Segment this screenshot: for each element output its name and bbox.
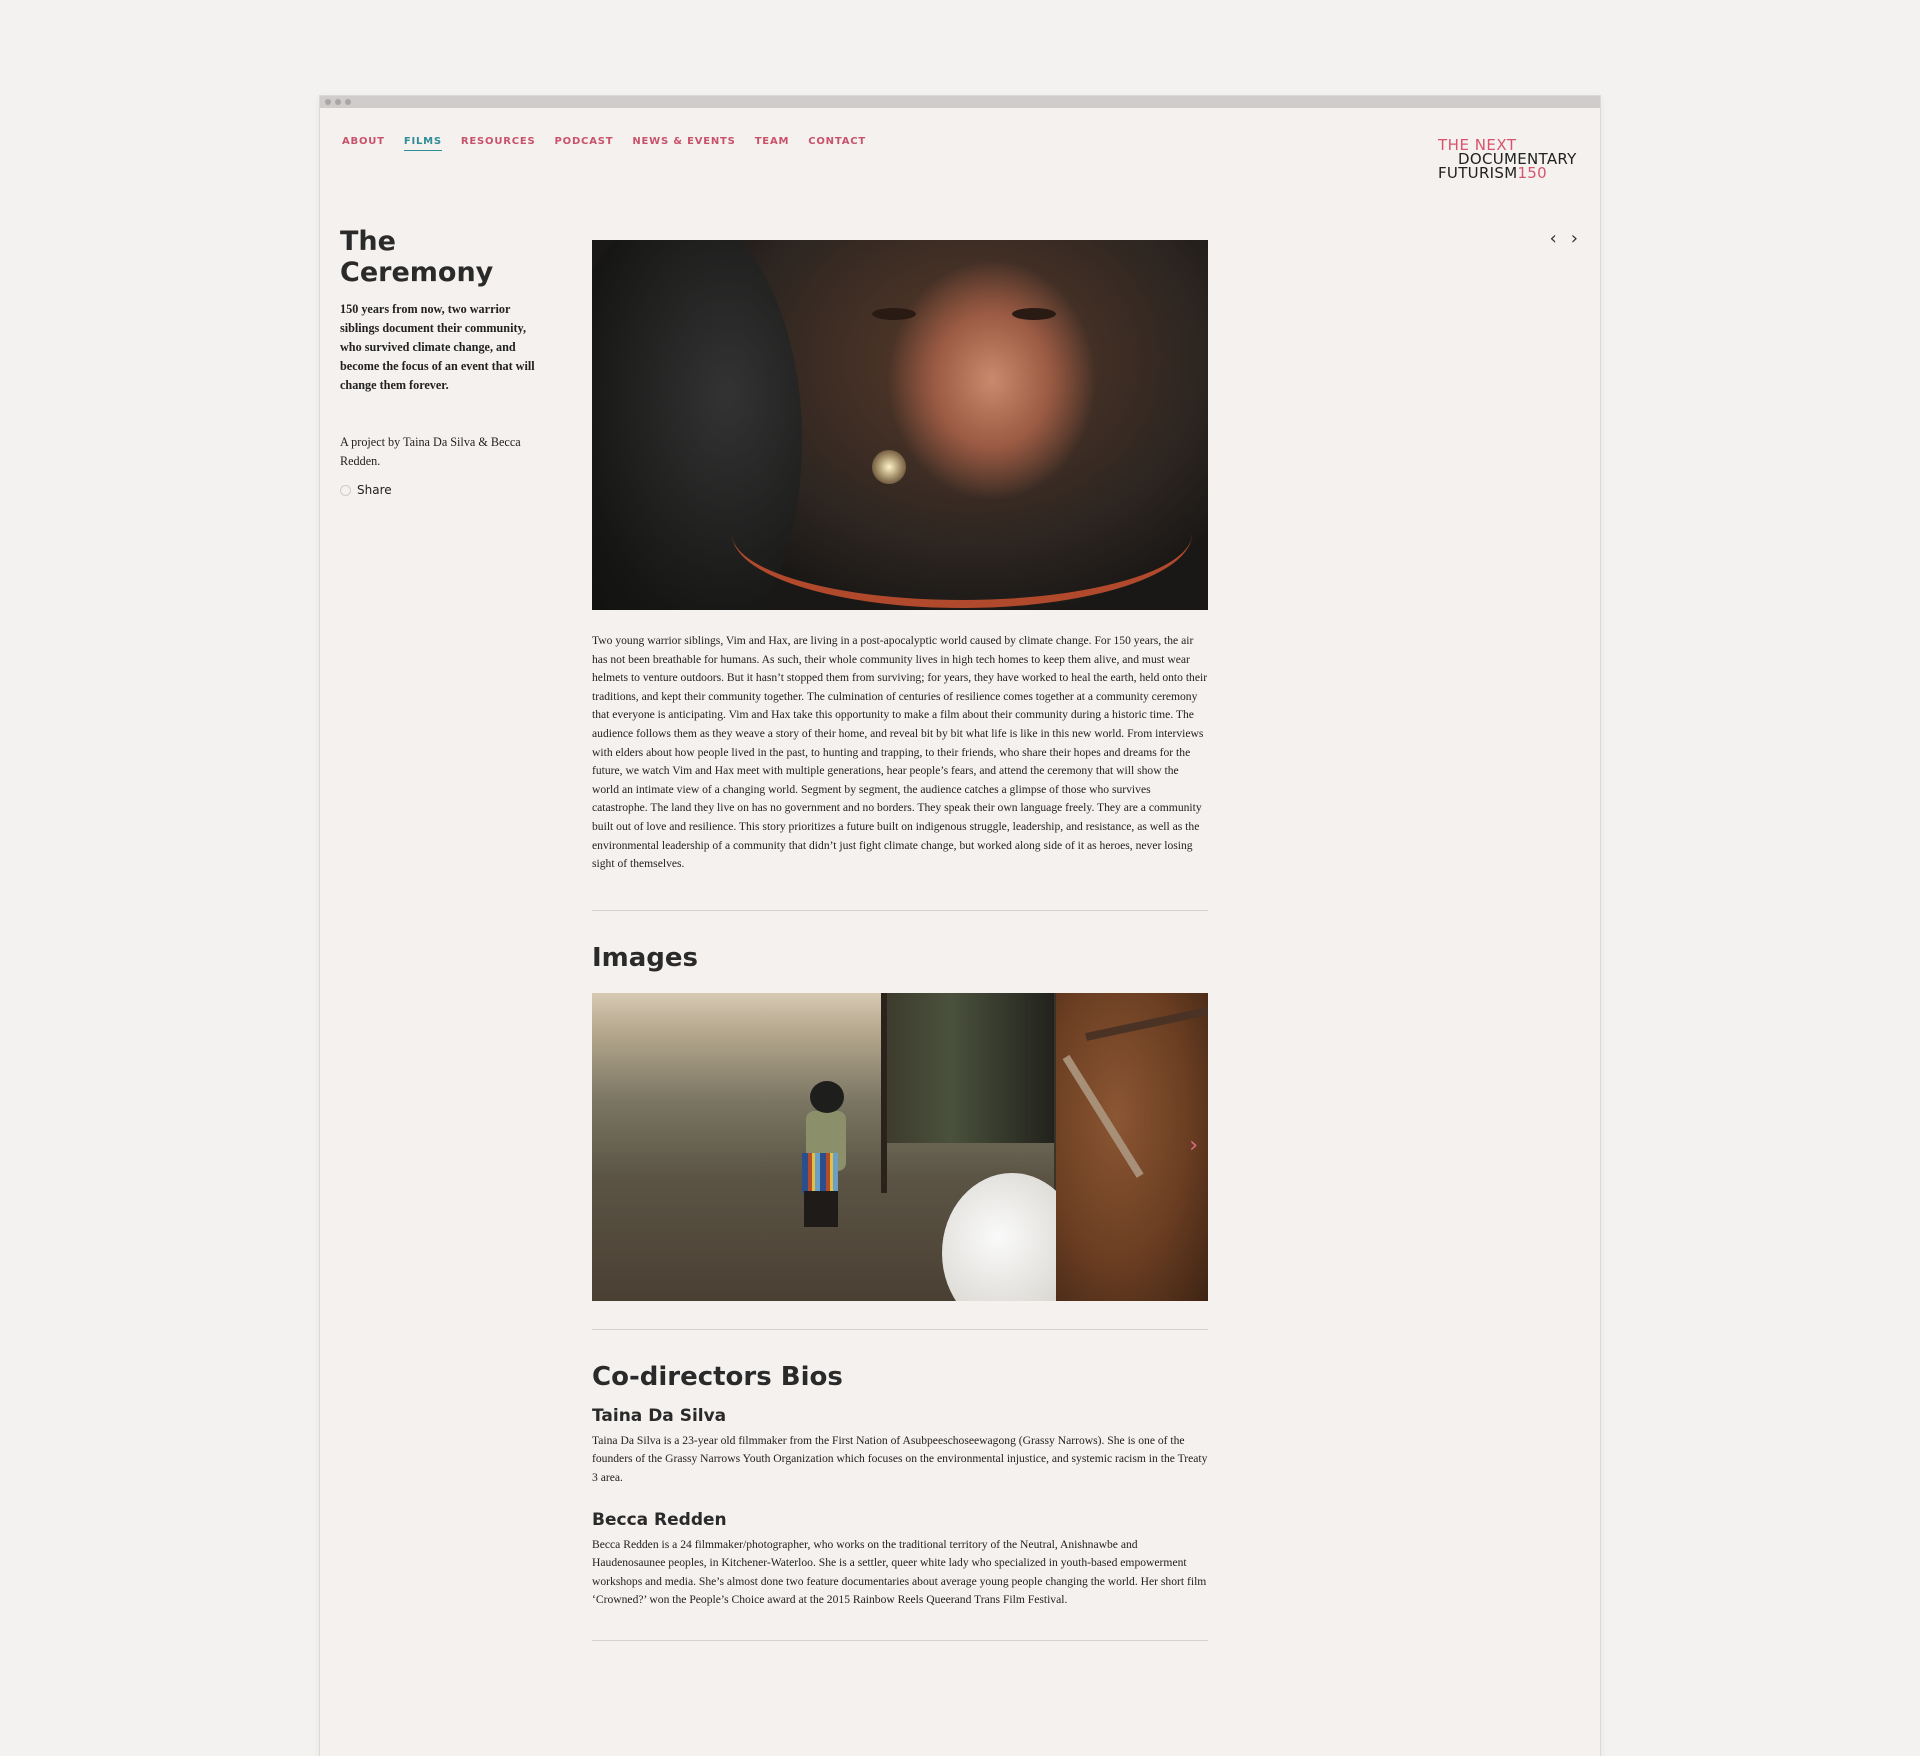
trees-shape [882,993,1054,1143]
carousel-image[interactable] [592,993,1054,1301]
film-pager [1550,230,1578,248]
divider [592,1329,1208,1330]
nav-item-podcast[interactable]: PODCAST [554,136,614,147]
share-button[interactable] [340,483,550,497]
divider [592,1640,1208,1641]
hero-eye-shape [1012,308,1056,320]
person-helmet-shape [810,1081,844,1113]
chevron-right-icon[interactable]: › [1570,228,1578,249]
film-byline: A project by Taina Da Silva & Becca Redden. [340,435,521,468]
nav-item-films[interactable]: FILMS [404,136,442,151]
main-nav [342,136,885,151]
stick-shape [1063,1055,1144,1178]
logo-futurism: FUTURISM [1438,164,1518,182]
image-carousel[interactable] [592,993,1208,1301]
nav-item-resources[interactable]: RESOURCES [460,136,536,147]
person-skirt-shape [802,1153,838,1193]
nav-item-about[interactable]: ABOUT [342,136,385,147]
film-tagline: 150 years from now, two warrior siblings document their community, who survived climate change, and become the focus of an event that will change them forever. [340,302,535,392]
site-logo[interactable] [1438,136,1578,182]
divider [592,910,1208,911]
post-shape [881,993,887,1193]
stick-shape [1085,1004,1208,1041]
carousel-image[interactable] [1056,993,1208,1301]
nav-item-contact[interactable]: CONTACT [808,136,866,147]
nav-item-news-events[interactable]: NEWS & EVENTS [632,136,736,147]
share-icon [340,485,351,496]
nav-item-team[interactable]: TEAM [754,136,790,147]
hero-visor-shape [732,460,1192,608]
window-dot[interactable] [335,99,341,105]
logo-line-1: THE NEXT [1438,136,1517,154]
film-description: Two young warrior siblings, Vim and Hax, are living in a post-apocalyptic world caused by climate change. For 150 years, the air has not been breathable for humans. As such, their whole community lives in high tech homes to keep them alive, and must wear helmets to venture outdoors. But it hasn’t stopped them from surviving; for years, they have worked to heal the earth, held onto their traditions, and kept their community together. The culmination of centuries of resilience comes together at a community ceremony that everyone is anticipating. Vim and Hax take this opportunity to make a film about their community during a historic time. The audience follows them as they weave a story of their home, and reveal bit by bit what life is like in this new world. From interviews with elders about how people lived in the past, to hunting and trapping, to their friends, who share their hopes and dreams for the future, we watch Vim and Hax meet with multiple generations, hear people’s fears, and attend the ceremony that will show the world an intimate view of a changing world. Segment by segment, the audience catches a glimpse of those who survives catastrophe. The land they live on has no government and no borders. They speak their own language freely. They are a community built out of love and resilience. This story prioritizes a future built on indigenous struggle, leadership, and resistance, as well as the environmental leadership of a community that didn’t just fight climate change, but worked along side of it as heroes, never losing sight of themselves. [592,634,1208,871]
bio-text: Taina Da Silva is a 23-year old filmmaker from the First Nation of Asubpeeschoseewagong (Grassy Narrows). She is one of the founders of the Grassy Narrows Youth Organization which focuses on the environmental injustice, and systemic racism in the Treaty 3 area. [592,1433,1208,1484]
hero-image [592,240,1208,610]
page-title: The Ceremony [340,226,494,288]
bios-heading: Co-directors Bios [592,1361,843,1392]
film-content [592,240,1208,1641]
bio-name: Taina Da Silva [592,1405,727,1426]
chevron-left-icon[interactable]: ‹ [1549,228,1557,249]
logo-line-3 [1438,164,1547,182]
chevron-right-icon[interactable]: › [1189,1132,1198,1158]
film-sidebar [340,226,550,497]
hero-eye-shape [872,308,916,320]
bio-name: Becca Redden [592,1509,727,1530]
browser-window [320,96,1600,1756]
browser-titlebar [320,96,1600,108]
logo-150: 150 [1517,164,1547,182]
person-figure [802,1081,850,1231]
images-heading: Images [592,942,699,973]
bio-text: Becca Redden is a 24 filmmaker/photographer, who works on the traditional territory of the Neutral, Anishnawbe and Haudenosaunee peoples, in Kitchener-Waterloo. She is a settler, queer white lady who specialized in youth-based empowerment workshops and media. She’s almost done two feature documentaries about average young people changing the world. Her short film ‘Crowned?’ won the People’s Choice award at the 2015 Rainbow Reels Queerand Trans Film Festival. [592,1537,1207,1607]
window-dot[interactable] [325,99,331,105]
logo-line-2: DOCUMENTARY [1458,150,1577,168]
share-label: Share [357,483,392,497]
person-legs-shape [804,1191,838,1227]
hero-glare-shape [872,450,906,484]
window-dot[interactable] [345,99,351,105]
